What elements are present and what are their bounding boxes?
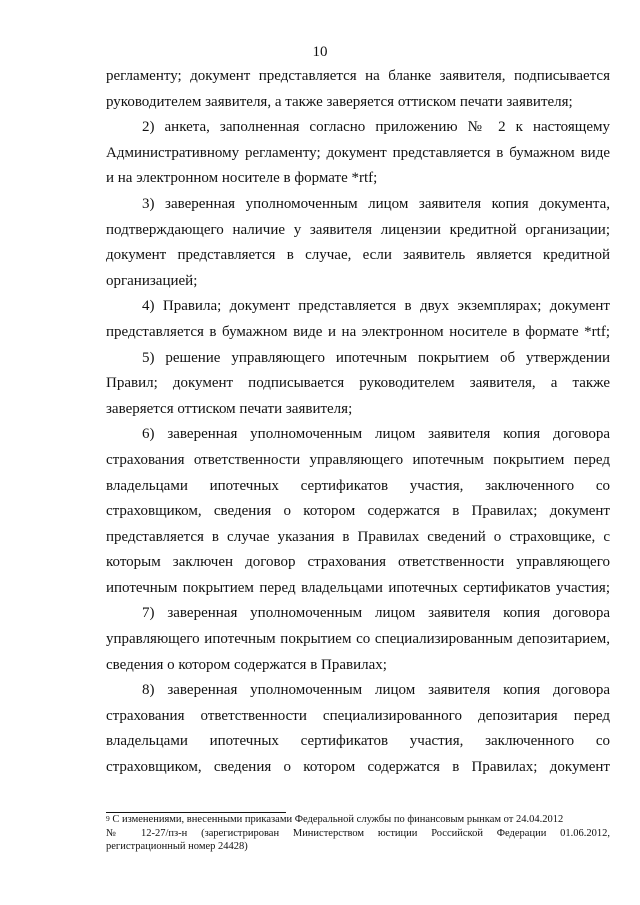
text-line: которым заключен договор страхования ответственности управляющего — [106, 554, 610, 571]
footnote-line — [106, 813, 610, 827]
text-line: страхования ответственности специализированного депозитария перед — [106, 707, 610, 724]
text-line: ипотечным покрытием перед владельцами ипотечных сертификатов участия; — [106, 579, 610, 596]
text-line: 4) Правила; документ представляется в двух экземплярах; документ — [142, 298, 610, 315]
text-line: представляется в случае указания в Правилах сведений о страховщике, с — [106, 528, 610, 545]
text-line: владельцами ипотечных сертификатов участия, заключенного со — [106, 733, 610, 750]
text-line: руководителем заявителя, а также заверяется оттиском печати заявителя; — [106, 93, 573, 110]
footnote-marker: 9 — [106, 814, 110, 823]
text-line: управляющего ипотечным покрытием со специализированным депозитарием, — [106, 631, 610, 648]
document-body — [106, 64, 610, 781]
text-line: и на электронном носителе в формате *rtf; — [106, 170, 378, 187]
footnote-line: № 12-27/пз-н (зарегистрирован Министерством юстиции Российской Федерации 01.06.2012, — [106, 827, 610, 839]
text-line: представляется в бумажном виде и на электронном носителе в формате *rtf; — [106, 323, 610, 340]
text-line: Правил; документ подписывается руководителем заявителя, а также — [106, 375, 610, 392]
page-number: 10 — [312, 44, 328, 60]
text-line: страховщиком, сведения о котором содержатся в Правилах; документ — [106, 503, 610, 520]
footnote — [106, 813, 610, 854]
footnote-line: регистрационный номер 24428) — [106, 841, 248, 853]
text-line: 3) заверенная уполномоченным лицом заявителя копия документа, — [142, 195, 610, 212]
text-line: 8) заверенная уполномоченным лицом заявителя копия договора — [142, 682, 610, 699]
text-line: 6) заверенная уполномоченным лицом заявителя копия договора — [142, 426, 610, 443]
text-line: страхования ответственности управляющего ипотечным покрытием перед — [106, 451, 610, 468]
footnote-text: С изменениями, внесенными приказами Федеральной службы по финансовым рынкам от 24.04.2012 — [112, 814, 564, 825]
text-line: сведения о котором содержатся в Правилах; — [106, 656, 387, 673]
text-line: Административному регламенту; документ представляется в бумажном виде — [106, 144, 610, 161]
text-line: владельцами ипотечных сертификатов участия, заключенного со — [106, 477, 610, 494]
text-line: 2) анкета, заполненная согласно приложению № 2 к настоящему — [142, 119, 610, 136]
text-line: страховщиком, сведения о котором содержатся в Правилах; документ — [106, 759, 610, 776]
text-line: регламенту; документ представляется на бланке заявителя, подписывается — [106, 68, 610, 84]
text-line: документ представляется в случае, если заявитель является кредитной — [106, 247, 610, 264]
text-line: организацией; — [106, 272, 198, 289]
text-line: заверяется оттиском печати заявителя; — [106, 400, 353, 417]
text-line: 5) решение управляющего ипотечным покрытием об утверждении — [142, 349, 610, 366]
text-line: 7) заверенная уполномоченным лицом заявителя копия договора — [142, 605, 610, 622]
text-line: подтверждающего наличие у заявителя лицензии кредитной организации; — [106, 221, 610, 238]
